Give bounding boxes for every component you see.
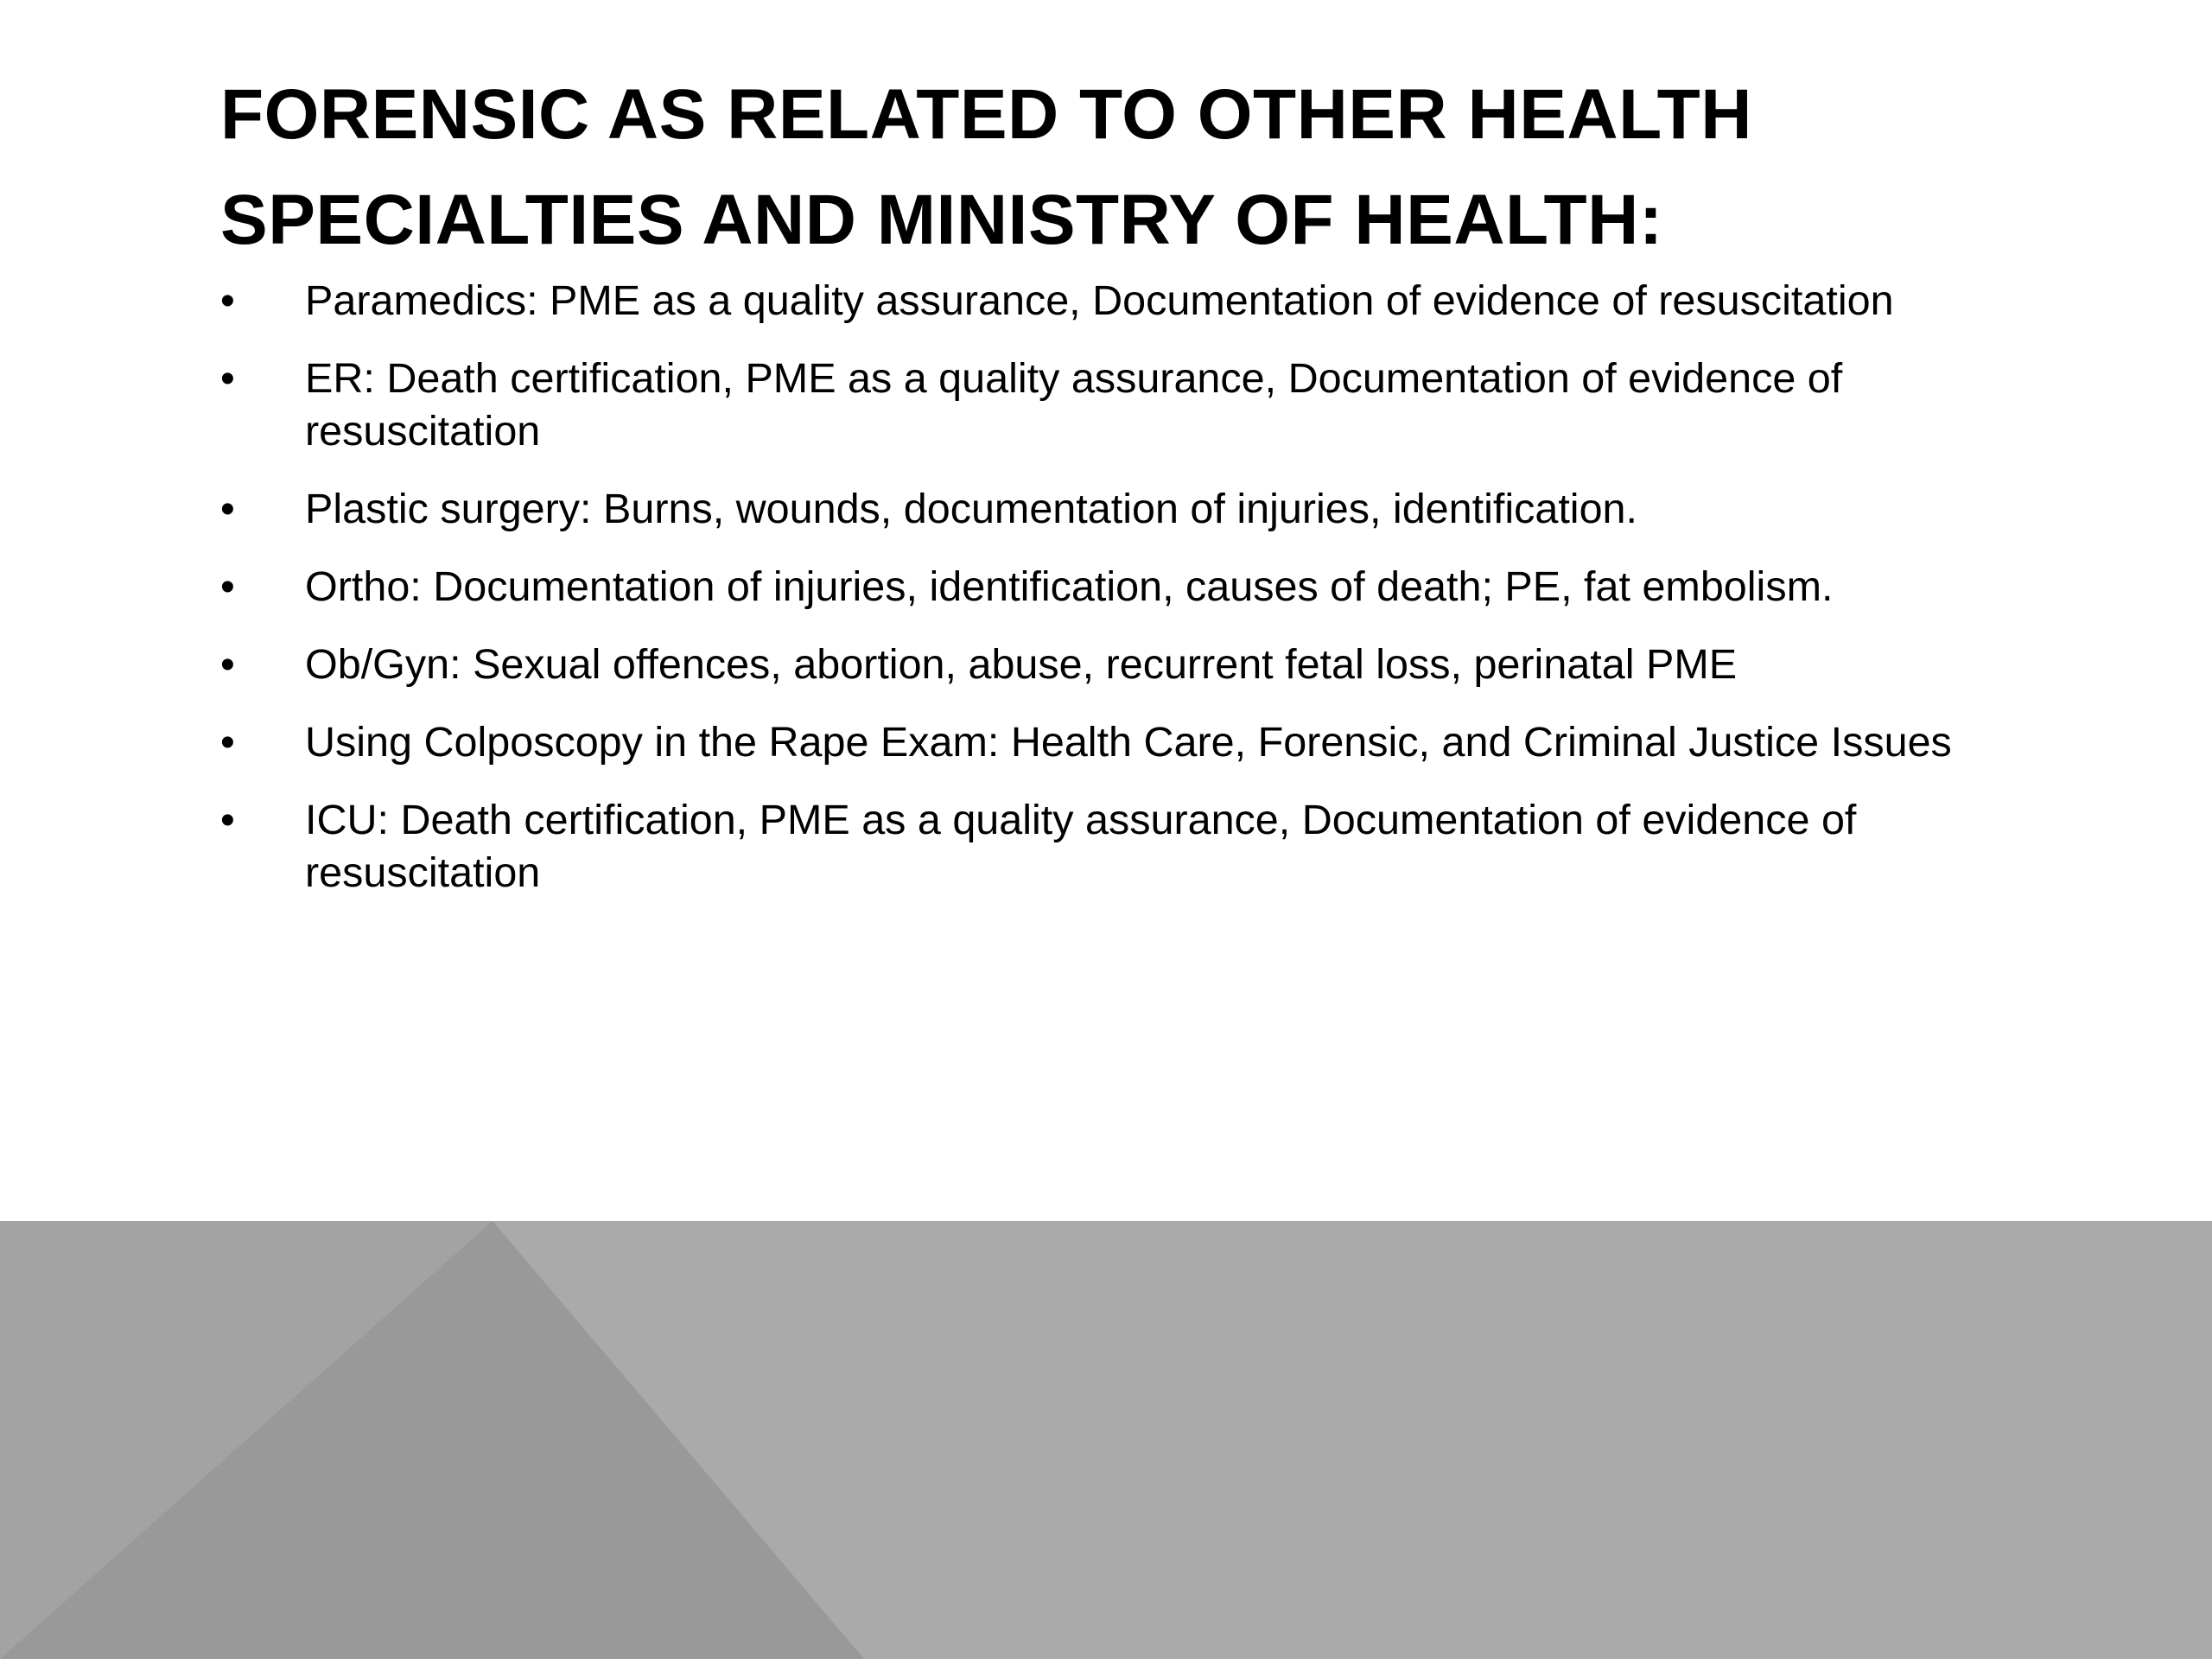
bullet-item-paramedics (220, 275, 2018, 327)
bullet-item-obgyn (220, 639, 2018, 691)
bullet-dot-icon: • (220, 720, 235, 766)
bullet-dot-icon: • (220, 278, 235, 324)
slide-title: FORENSIC AS RELATED TO OTHER HEALTH SPECIALTIES AND MINISTRY OF HEALTH: (220, 75, 1752, 259)
bullet-item-plastic-surgery (220, 483, 2018, 536)
bullet-dot-icon: • (220, 798, 235, 843)
bullet-dot-icon: • (220, 564, 235, 610)
bullet-item-icu (220, 794, 2018, 899)
bullet-list (220, 275, 2018, 925)
bullet-dot-icon: • (220, 356, 235, 402)
bullet-item-er (220, 353, 2018, 458)
footer-decoration (0, 1221, 2212, 1659)
bullet-text: Using Colposcopy in the Rape Exam: Health Care, Forensic, and Criminal Justice Issues (305, 719, 1952, 766)
footer-band (0, 1221, 2212, 1659)
bullet-text: ICU: Death certification, PME as a quality assurance, Documentation of evidence of resuscitation (305, 797, 1857, 896)
bullet-item-colposcopy (220, 716, 2018, 769)
bullet-item-ortho (220, 561, 2018, 613)
bullet-text: ER: Death certification, PME as a quality assurance, Documentation of evidence of resuscitation (305, 355, 1843, 454)
bullet-text: Ob/Gyn: Sexual offences, abortion, abuse, recurrent fetal loss, perinatal PME (305, 641, 1738, 688)
bullet-text: Plastic surgery: Burns, wounds, documentation of injuries, identification. (305, 486, 1638, 532)
bullet-text: Paramedics: PME as a quality assurance, Documentation of evidence of resuscitation (305, 277, 1894, 324)
bullet-dot-icon: • (220, 486, 235, 532)
bullet-text: Ortho: Documentation of injuries, identification, causes of death; PE, fat embolism. (305, 563, 1834, 610)
bullet-dot-icon: • (220, 642, 235, 688)
